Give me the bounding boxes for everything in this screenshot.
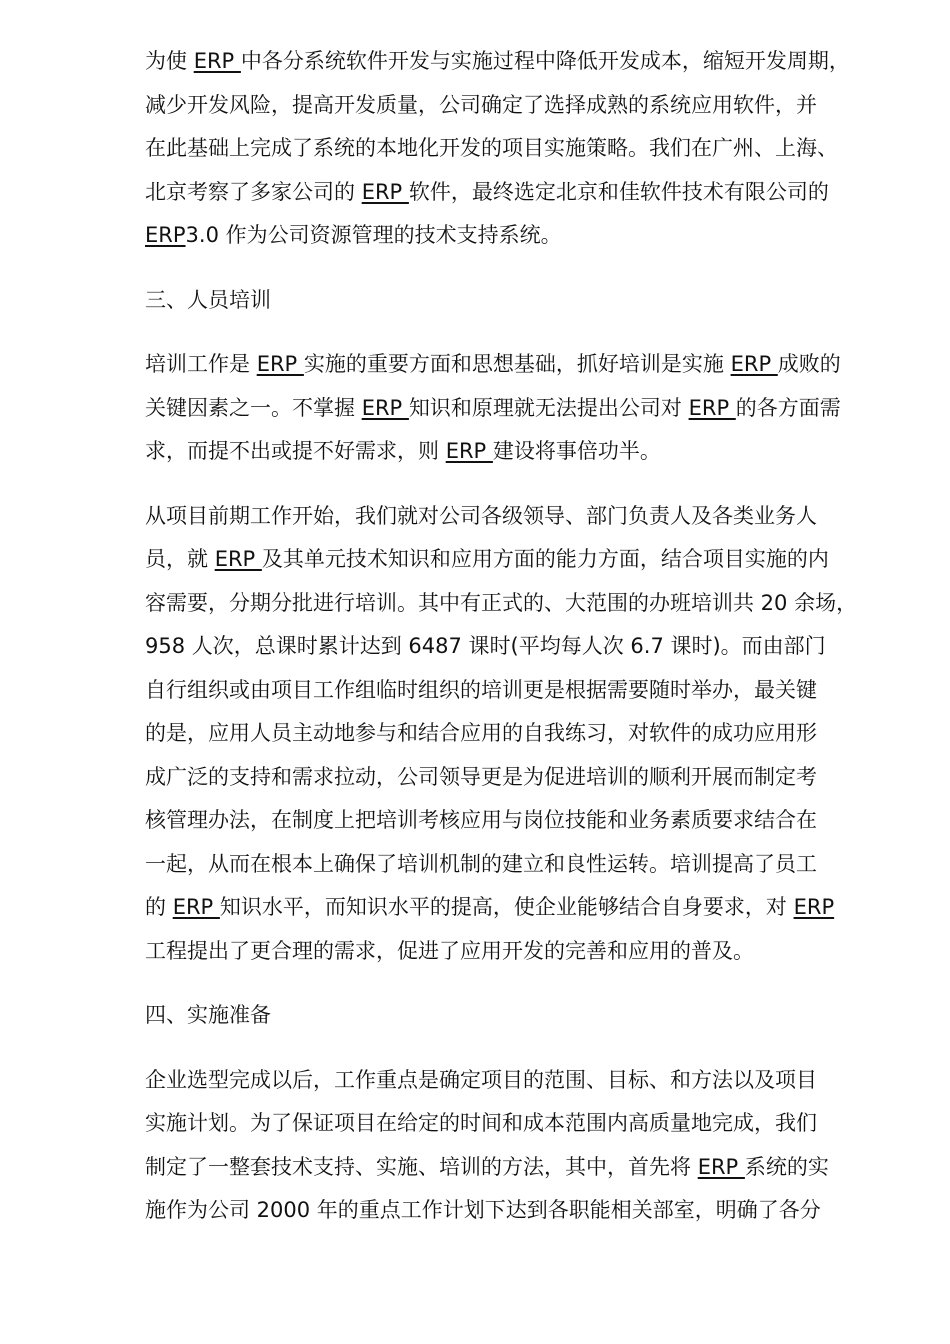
text-segment: 系统的实 — [744, 1154, 829, 1179]
text-segment: 建设将事倍功半。 — [492, 439, 661, 463]
erp-link[interactable]: ERP — [256, 352, 304, 376]
text-segment: 减少开发风险，提高开发质量，公司确定了选择成熟的系统应用软件，并 — [145, 92, 817, 117]
text-segment: 3.0 作为公司资源管理的技术支持系统。 — [185, 223, 562, 247]
text-segment: 施作为公司 2000 年的重点工作计划下达到各职能相关部室，明确了各分 — [145, 1198, 821, 1222]
text-segment: 的 — [145, 895, 173, 919]
paragraph — [145, 1059, 895, 1233]
paragraph — [145, 343, 895, 474]
text-line — [145, 1102, 895, 1146]
text-line — [145, 84, 895, 128]
text-line — [145, 279, 895, 323]
paragraph — [145, 279, 895, 323]
text-segment: 培训工作是 — [145, 352, 257, 376]
erp-link[interactable]: ERP — [172, 895, 220, 919]
text-line — [145, 886, 895, 930]
text-line — [145, 343, 895, 387]
text-segment: 知识水平，而知识水平的提高，使企业能够结合自身要求，对 — [219, 895, 794, 919]
erp-link[interactable]: ERP — [793, 895, 835, 919]
erp-link[interactable]: ERP — [193, 49, 241, 73]
text-line — [145, 669, 895, 713]
text-segment: 自行组织或由项目工作组临时组织的培训更是根据需要随时举办，最关键 — [145, 677, 817, 702]
text-segment: 实施的重要方面和思想基础，抓好培训是实施 — [303, 352, 731, 376]
text-segment: 求，而提不出或提不好需求，则 — [145, 439, 446, 463]
text-line — [145, 582, 895, 626]
text-line — [145, 1059, 895, 1103]
text-line — [145, 40, 895, 84]
erp-link[interactable]: ERP — [697, 1154, 745, 1179]
text-segment: 成广泛的支持和需求拉动，公司领导更是为促进培训的顺利开展而制定考 — [145, 764, 817, 789]
text-line — [145, 799, 895, 843]
paragraph — [145, 495, 895, 974]
erp-link[interactable]: ERP — [730, 352, 778, 376]
erp-link[interactable]: ERP — [445, 439, 493, 463]
text-segment: 四、实施准备 — [145, 1003, 271, 1027]
text-segment: 软件，最终选定北京和佳软件技术有限公司的 — [408, 179, 829, 204]
text-segment: 知识和原理就无法提出公司对 — [408, 395, 689, 420]
erp-link[interactable]: ERP — [361, 179, 409, 204]
text-line — [145, 127, 895, 171]
text-line — [145, 994, 895, 1038]
text-line — [145, 930, 895, 974]
text-line — [145, 387, 895, 431]
text-segment: 的各方面需 — [735, 395, 841, 420]
erp-link[interactable]: ERP — [214, 547, 262, 571]
paragraph — [145, 40, 895, 258]
text-segment: 在此基础上完成了系统的本地化开发的项目实施策略。我们在广州、上海、 — [145, 136, 838, 160]
text-line — [145, 495, 895, 539]
text-segment: 958 人次，总课时累计达到 6487 课时(平均每人次 6.7 课时)。而由部门 — [145, 634, 826, 658]
text-segment: 成败的 — [777, 352, 841, 376]
text-segment: 及其单元技术知识和应用方面的能力方面，结合项目实施的内 — [261, 547, 829, 571]
text-segment: 实施计划。为了保证项目在给定的时间和成本范围内高质量地完成，我们 — [145, 1111, 817, 1135]
text-segment: 的是，应用人员主动地参与和结合应用的自我练习，对软件的成功应用形 — [145, 721, 817, 745]
text-line — [145, 538, 895, 582]
text-segment: 企业选型完成以后，工作重点是确定项目的范围、目标、和方法以及项目 — [145, 1067, 817, 1092]
text-line — [145, 214, 895, 258]
text-line — [145, 1189, 895, 1233]
erp-link[interactable]: ERP — [361, 395, 409, 420]
text-line — [145, 430, 895, 474]
document-page — [145, 40, 895, 1254]
text-segment: 制定了一整套技术支持、实施、培训的方法，其中，首先将 — [145, 1154, 698, 1179]
text-line — [145, 712, 895, 756]
text-segment: 关键因素之一。不掌握 — [145, 395, 362, 420]
text-segment: 员，就 — [145, 547, 215, 571]
text-segment: 北京考察了多家公司的 — [145, 179, 362, 204]
erp-link[interactable]: ERP — [145, 223, 186, 247]
text-line — [145, 171, 895, 215]
text-line — [145, 625, 895, 669]
text-line — [145, 843, 895, 887]
text-line — [145, 756, 895, 800]
text-segment: 容需要，分期分批进行培训。其中有正式的、大范围的办班培训共 20 余场， — [145, 590, 858, 615]
text-segment: 三、人员培训 — [145, 287, 271, 312]
text-segment: 为使 — [145, 49, 194, 73]
text-segment: 中各分系统软件开发与实施过程中降低开发成本，缩短开发周期， — [240, 49, 850, 73]
paragraph — [145, 994, 895, 1038]
erp-link[interactable]: ERP — [688, 395, 736, 420]
text-line — [145, 1146, 895, 1190]
text-segment: 核管理办法，在制度上把培训考核应用与岗位技能和业务素质要求结合在 — [145, 808, 817, 832]
text-segment: 工程提出了更合理的需求，促进了应用开发的完善和应用的普及。 — [145, 938, 754, 963]
text-segment: 从项目前期工作开始，我们就对公司各级领导、部门负责人及各类业务人 — [145, 503, 817, 528]
text-segment: 一起，从而在根本上确保了培训机制的建立和良性运转。培训提高了员工 — [145, 851, 817, 876]
